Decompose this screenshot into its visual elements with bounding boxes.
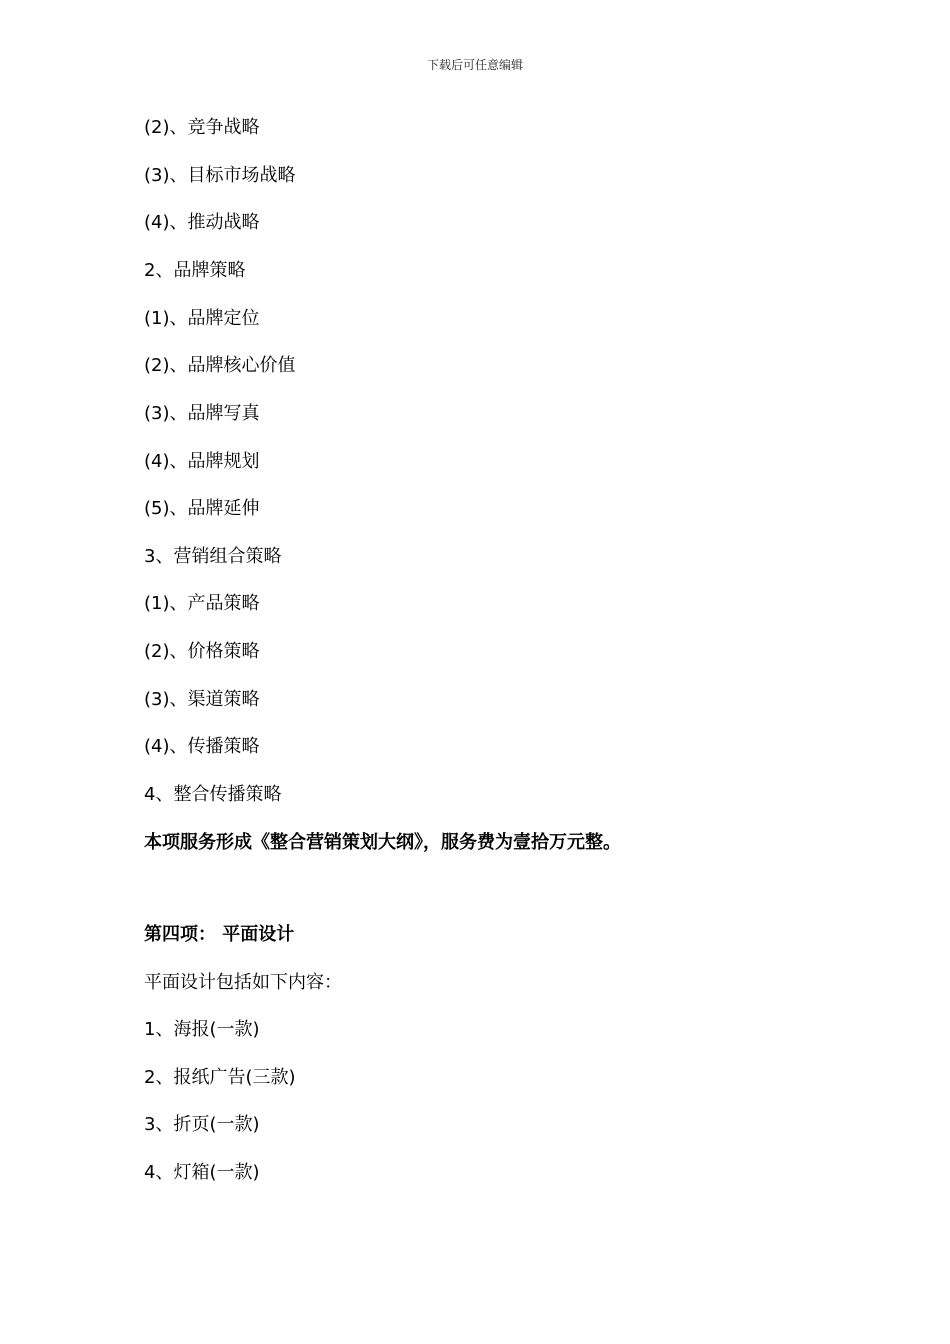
list-item: (1)、品牌定位 <box>144 308 260 329</box>
list-item: (2)、价格策略 <box>144 641 260 662</box>
section-intro: 平面设计包括如下内容： <box>144 972 342 993</box>
list-item: 4、灯箱(一款) <box>144 1162 260 1183</box>
list-item: 3、营销组合策略 <box>144 546 282 567</box>
list-item: (1)、产品策略 <box>144 593 260 614</box>
list-item: (2)、竞争战略 <box>144 117 260 138</box>
section-title: 第四项： 平面设计 <box>144 924 295 945</box>
list-item: (3)、品牌写真 <box>144 403 260 424</box>
list-item: 2、品牌策略 <box>144 260 246 281</box>
list-item: (2)、品牌核心价值 <box>144 355 296 376</box>
list-item: 3、折页(一款) <box>144 1114 260 1135</box>
list-item: (3)、渠道策略 <box>144 689 260 710</box>
list-item: (3)、目标市场战略 <box>144 165 296 186</box>
list-item: 4、整合传播策略 <box>144 784 282 805</box>
list-item: 1、海报(一款) <box>144 1019 260 1040</box>
list-item: (4)、品牌规划 <box>144 451 260 472</box>
list-item: (4)、传播策略 <box>144 736 260 757</box>
service-note: 本项服务形成《整合营销策划大纲》，服务费为壹拾万元整。 <box>144 832 621 853</box>
list-item: (5)、品牌延伸 <box>144 498 260 519</box>
page-header: 下载后可任意编辑 <box>426 58 523 72</box>
list-item: (4)、推动战略 <box>144 212 260 233</box>
list-item: 2、报纸广告(三款) <box>144 1067 296 1088</box>
